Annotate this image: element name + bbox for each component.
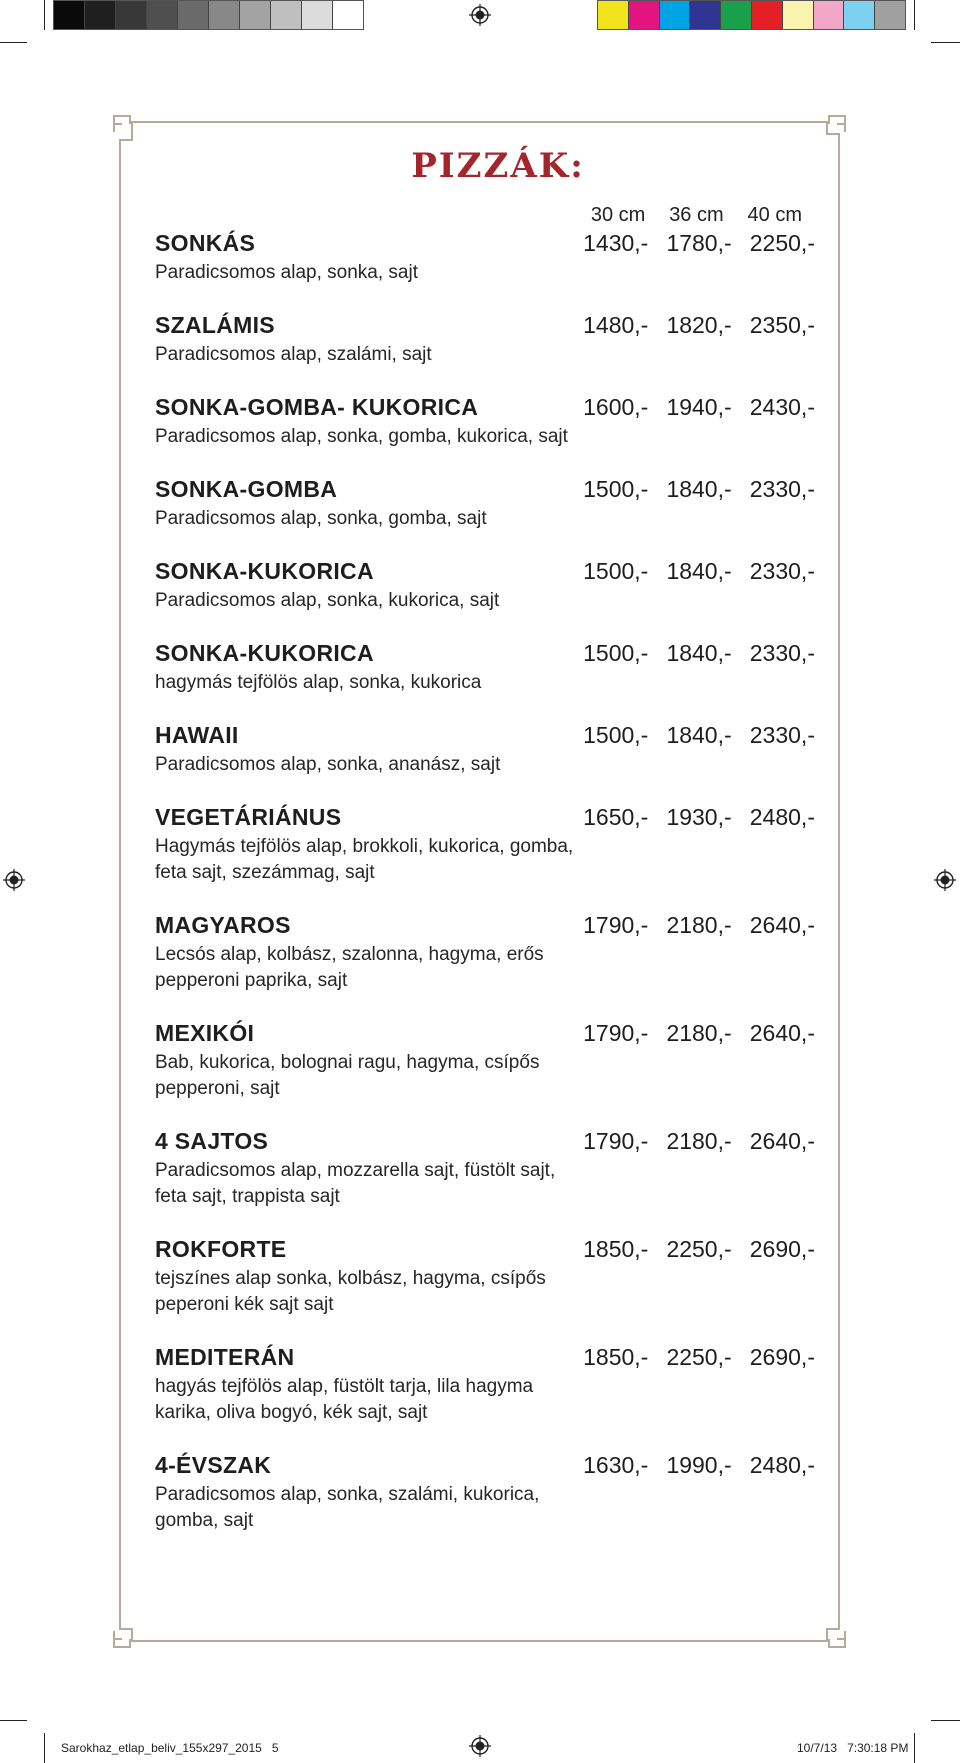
menu-item-price: 1650,- [583, 804, 649, 830]
menu-item-price: 2180,- [666, 1128, 732, 1154]
menu-item-price: 2640,- [749, 1020, 815, 1046]
menu-item [155, 230, 815, 286]
menu-item-description: Paradicsomos alap, sonka, kukorica, sajt [155, 590, 500, 611]
menu-item-price: 2330,- [749, 640, 815, 666]
color-swatch [54, 1, 85, 29]
color-swatch [333, 1, 363, 29]
color-swatch [85, 1, 116, 29]
menu-item-price: 1500,- [583, 558, 649, 584]
menu-item-name: MEDITERÁN [155, 1344, 295, 1370]
menu-item [155, 1344, 815, 1426]
menu-item-description: Paradicsomos alap, sonka, szalámi, kukorica, gomba, sajt [155, 1484, 540, 1531]
menu-item-row [155, 312, 815, 342]
menu-item [155, 640, 815, 696]
menu-item-description: Paradicsomos alap, sonka, gomba, sajt [155, 508, 487, 529]
menu-item-row [155, 230, 815, 260]
menu-item-price: 2480,- [749, 804, 815, 830]
menu-item-row [155, 1344, 815, 1374]
pizza-list [155, 230, 815, 1560]
crop-mark [931, 1720, 960, 1721]
menu-item-row [155, 1020, 815, 1050]
menu-item-description: Paradicsomos alap, mozzarella sajt, füstölt sajt, feta sajt, trappista sajt [155, 1160, 556, 1207]
menu-item-description: hagymás tejfölös alap, sonka, kukorica [155, 672, 482, 693]
menu-item-prices [565, 912, 815, 939]
menu-item-description: Bab, kukorica, bolognai ragu, hagyma, csípős pepperoni, sajt [155, 1052, 540, 1099]
menu-item-price: 2430,- [749, 394, 815, 420]
menu-item-row [155, 722, 815, 752]
menu-item-row [155, 912, 815, 942]
menu-item-row [155, 1128, 815, 1158]
slug-filename [61, 1741, 279, 1755]
menu-item-price: 1940,- [666, 394, 732, 420]
crop-mark [931, 42, 960, 43]
menu-item-name: MAGYAROS [155, 912, 291, 938]
menu-item-name: SONKÁS [155, 230, 256, 256]
menu-item-price: 2250,- [666, 1236, 732, 1262]
slug-file-name: Sarokhaz_etlap_beliv_155x297_2015 [61, 1741, 262, 1755]
menu-item-name: HAWAII [155, 722, 239, 748]
crop-mark [44, 1733, 45, 1763]
menu-item-name: ROKFORTE [155, 1236, 287, 1262]
menu-item-price: 2480,- [749, 1452, 815, 1478]
color-swatch [690, 1, 721, 29]
crop-mark [0, 42, 27, 43]
menu-item-row [155, 1452, 815, 1482]
menu-item [155, 804, 815, 886]
menu-item-price: 1790,- [583, 1020, 649, 1046]
color-swatch [178, 1, 209, 29]
menu-item-name: SONKA-GOMBA- KUKORICA [155, 394, 479, 420]
menu-item [155, 722, 815, 778]
menu-item-price: 2690,- [749, 1236, 815, 1262]
slug-timestamp [797, 1741, 908, 1755]
menu-item-name: SONKA-KUKORICA [155, 640, 374, 666]
registration-mark-icon [3, 869, 25, 891]
crop-mark [0, 1720, 27, 1721]
menu-item [155, 1236, 815, 1318]
size-label-small: 30 cm [590, 204, 646, 226]
menu-item-prices [565, 312, 815, 339]
menu-item-price: 1930,- [666, 804, 732, 830]
color-swatch [598, 1, 629, 29]
menu-item-price: 2250,- [666, 1344, 732, 1370]
menu-item [155, 312, 815, 368]
menu-item-name: MEXIKÓI [155, 1020, 255, 1046]
menu-item-description: Hagymás tejfölös alap, brokkoli, kukorica, gomba, feta sajt, szezámmag, sajt [155, 836, 574, 883]
menu-item-price: 1430,- [583, 230, 649, 256]
menu-item-name: 4 SAJTOS [155, 1128, 269, 1154]
menu-item-price: 1630,- [583, 1452, 649, 1478]
menu-item-price: 2330,- [749, 476, 815, 502]
menu-item-prices [565, 640, 815, 667]
registration-mark-icon [934, 869, 956, 891]
menu-item-price: 2330,- [749, 722, 815, 748]
menu-item-price: 2690,- [749, 1344, 815, 1370]
menu-item-description: Paradicsomos alap, sonka, gomba, kukorica, sajt [155, 426, 568, 447]
registration-mark-icon [469, 1735, 491, 1757]
menu-item-price: 1790,- [583, 912, 649, 938]
menu-item-prices [565, 1344, 815, 1371]
menu-item [155, 1452, 815, 1534]
menu-item-price: 1990,- [666, 1452, 732, 1478]
menu-item-price: 2640,- [749, 912, 815, 938]
menu-item [155, 476, 815, 532]
color-swatch [302, 1, 333, 29]
color-swatch [629, 1, 660, 29]
menu-item-description: Lecsós alap, kolbász, szalonna, hagyma, erős pepperoni paprika, sajt [155, 944, 544, 991]
slug-time: 7:30:18 PM [847, 1741, 909, 1755]
menu-item-name: 4-ÉVSZAK [155, 1452, 272, 1478]
menu-item-description: tejszínes alap sonka, kolbász, hagyma, csípős peperoni kék sajt sajt [155, 1268, 546, 1315]
menu-item-prices [565, 394, 815, 421]
color-swatch [752, 1, 783, 29]
menu-item-prices [565, 1452, 815, 1479]
menu-item-price: 1840,- [666, 722, 732, 748]
menu-item-description: hagyás tejfölös alap, füstölt tarja, lila hagyma karika, oliva bogyó, kék sajt, sajt [155, 1376, 534, 1423]
menu-item-prices [565, 804, 815, 831]
color-swatch [783, 1, 814, 29]
color-swatch [209, 1, 240, 29]
menu-item-row [155, 1236, 815, 1266]
size-label-medium: 36 cm [669, 204, 724, 226]
color-swatch [147, 1, 178, 29]
menu-item-price: 1500,- [583, 722, 649, 748]
menu-item-price: 2250,- [749, 230, 815, 256]
menu-item-prices [565, 476, 815, 503]
menu-item-row [155, 640, 815, 670]
menu-item-prices [565, 1020, 815, 1047]
menu-item [155, 394, 815, 450]
color-swatch [240, 1, 271, 29]
menu-item [155, 1020, 815, 1102]
menu-item-price: 2180,- [666, 1020, 732, 1046]
menu-item-price: 1780,- [666, 230, 732, 256]
menu-item-price: 2180,- [666, 912, 732, 938]
menu-item-name: VEGETÁRIÁNUS [155, 804, 342, 830]
menu-item-price: 1850,- [583, 1236, 649, 1262]
menu-title: PIZZÁK: [411, 146, 585, 186]
menu-item-prices [565, 1236, 815, 1263]
menu-item-description: Paradicsomos alap, sonka, sajt [155, 262, 418, 283]
color-swatch [116, 1, 147, 29]
menu-item-row [155, 476, 815, 506]
color-swatch [721, 1, 752, 29]
process-color-bar [597, 0, 906, 30]
size-label-large: 40 cm [747, 204, 802, 226]
color-swatch [875, 1, 905, 29]
menu-item-row [155, 558, 815, 588]
menu-item-row [155, 804, 815, 834]
menu-item [155, 558, 815, 614]
crop-mark [914, 0, 915, 30]
menu-item-price: 1500,- [583, 476, 649, 502]
menu-item-price: 1480,- [583, 312, 649, 338]
menu-item-prices [565, 558, 815, 585]
menu-item-price: 2350,- [749, 312, 815, 338]
menu-item [155, 1128, 815, 1210]
grayscale-color-bar [53, 0, 364, 30]
menu-item-price: 1840,- [666, 558, 732, 584]
slug-page-number: 5 [271, 1741, 279, 1755]
menu-item-price: 2640,- [749, 1128, 815, 1154]
size-column-header [571, 204, 806, 227]
menu-item-price: 2330,- [749, 558, 815, 584]
menu-item-price: 1840,- [666, 640, 732, 666]
menu-item-name: SONKA-KUKORICA [155, 558, 374, 584]
color-swatch [271, 1, 302, 29]
menu-item-description: Paradicsomos alap, sonka, ananász, sajt [155, 754, 501, 775]
menu-item-name: SONKA-GOMBA [155, 476, 338, 502]
crop-mark [914, 1733, 915, 1763]
color-swatch [844, 1, 875, 29]
menu-item-price: 1790,- [583, 1128, 649, 1154]
menu-item-price: 1850,- [583, 1344, 649, 1370]
slug-date: 10/7/13 [797, 1741, 838, 1755]
menu-item-price: 1840,- [666, 476, 732, 502]
crop-mark [44, 0, 45, 30]
color-swatch [660, 1, 691, 29]
color-swatch [814, 1, 845, 29]
menu-item-description: Paradicsomos alap, szalámi, sajt [155, 344, 432, 365]
registration-mark-icon [469, 4, 491, 26]
menu-item-row [155, 394, 815, 424]
menu-item-prices [565, 722, 815, 749]
menu-item-price: 1820,- [666, 312, 732, 338]
menu-item-prices [565, 1128, 815, 1155]
menu-item-price: 1600,- [583, 394, 649, 420]
menu-item-name: SZALÁMIS [155, 312, 275, 338]
menu-item-prices [565, 230, 815, 257]
menu-item-price: 1500,- [583, 640, 649, 666]
menu-item [155, 912, 815, 994]
